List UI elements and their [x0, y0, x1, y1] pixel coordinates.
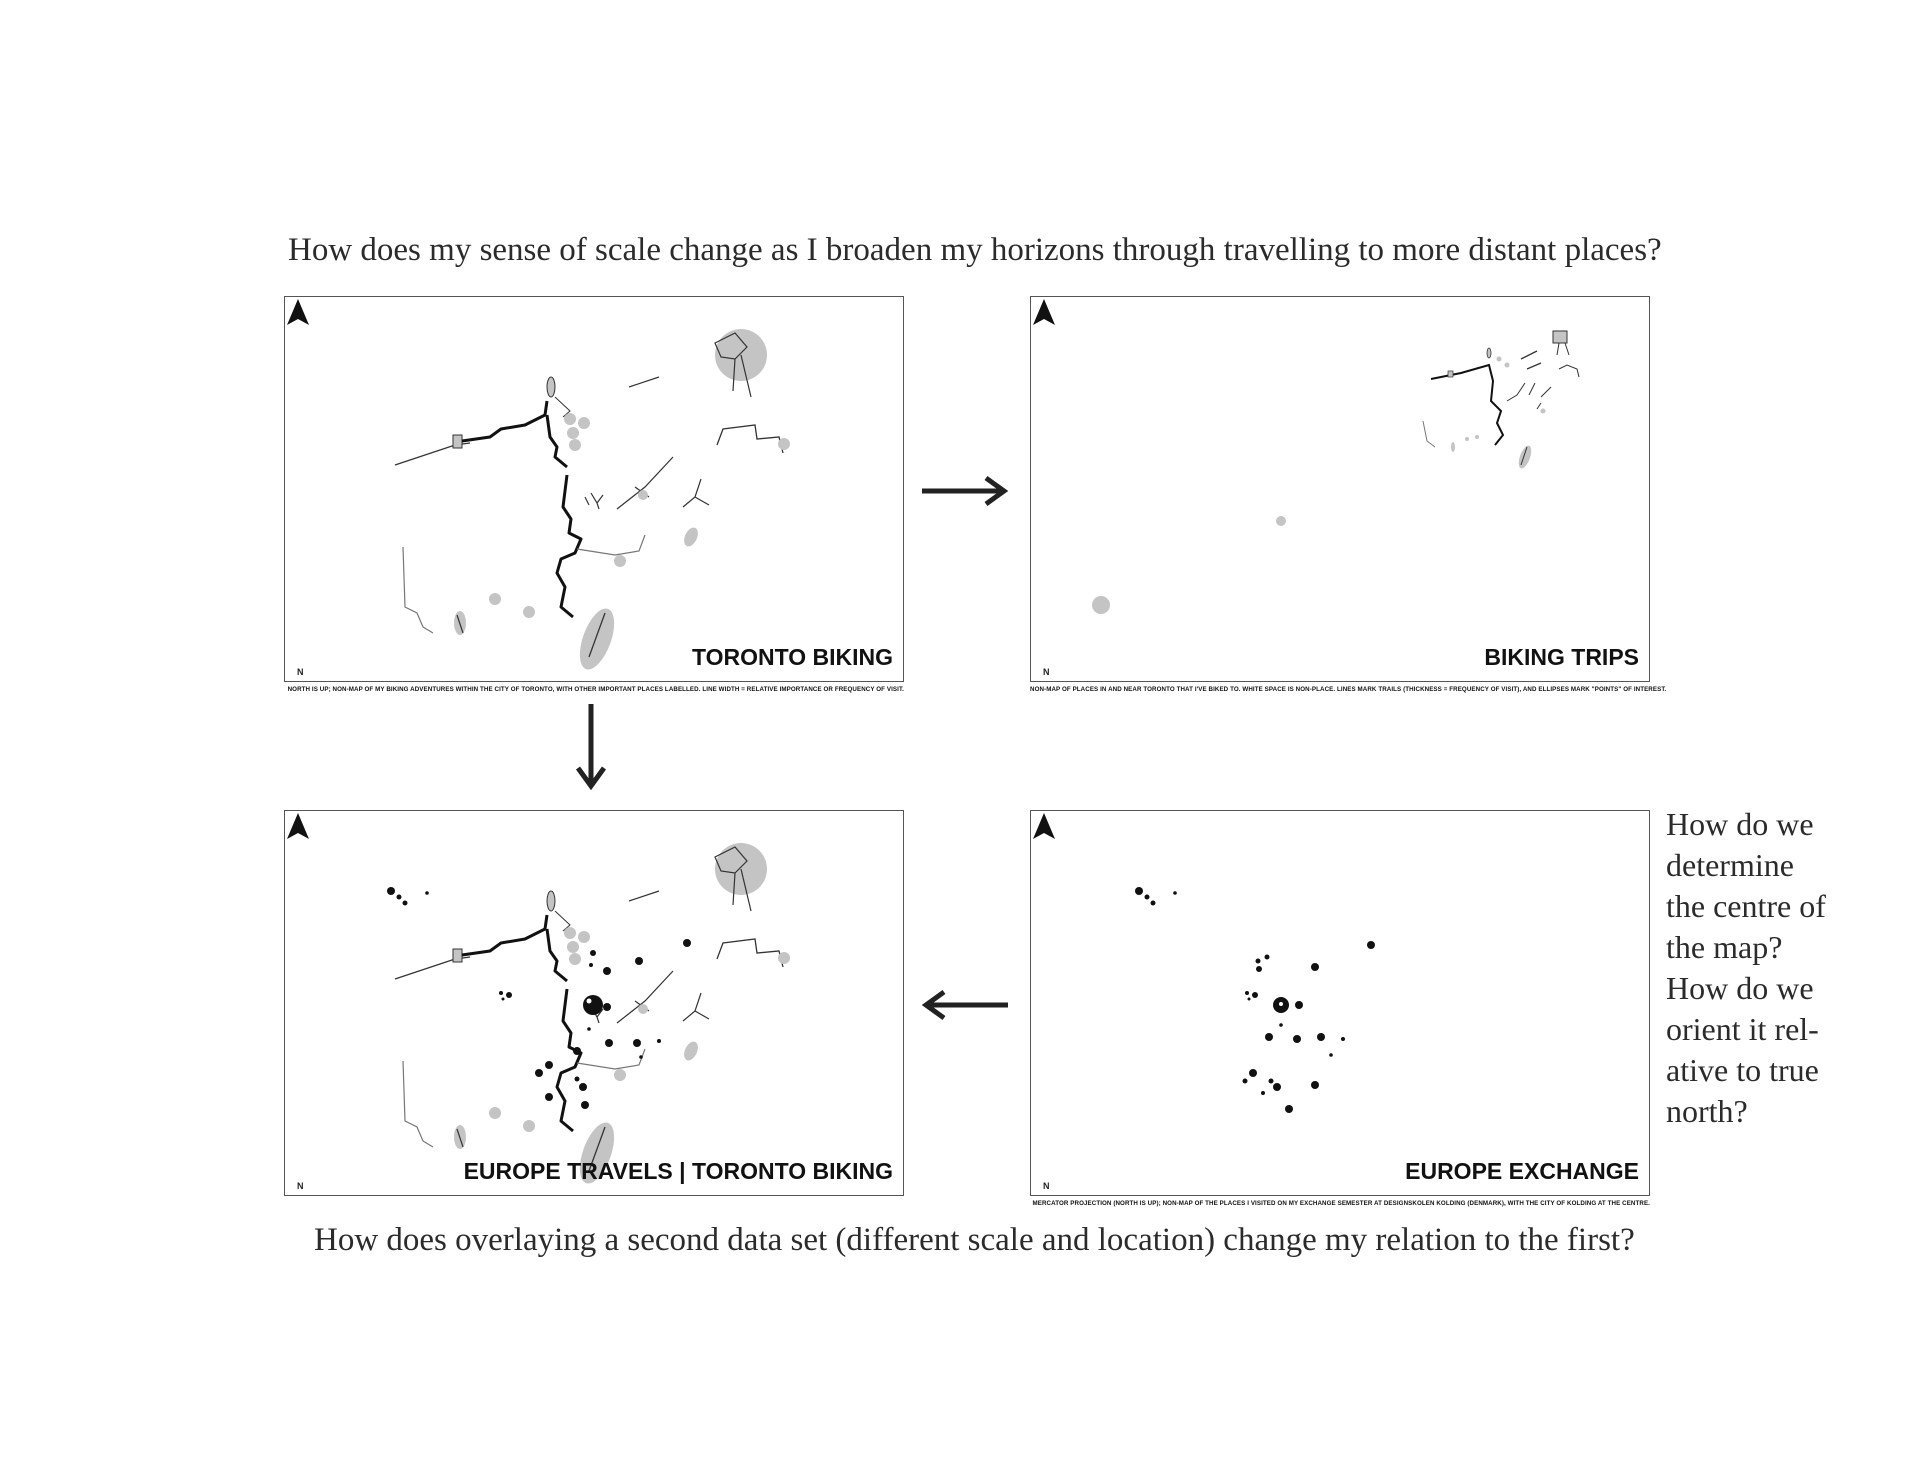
side-question: How do we determine the centre of the map? How do we orient it rel-ative to true north? — [1666, 806, 1826, 1129]
europe-toronto-map — [285, 811, 905, 1197]
biking-trips-caption: NON-MAP OF PLACES IN AND NEAR TORONTO THAT I'VE BIKED TO. WHITE SPACE IS NON-PLACE. LINES MARK TRAILS (THICKNESS = FREQUENCY OF VISIT), AND ELLIPSES MARK "POINTS" OF INTEREST. — [1030, 686, 1667, 693]
europe-exchange-panel — [1030, 810, 1650, 1196]
north-arrow-icon — [285, 811, 311, 857]
toronto-biking-title: TORONTO BIKING — [691, 644, 893, 670]
europe-exchange-title: EUROPE EXCHANGE — [1405, 1158, 1639, 1184]
biking-trips-panel — [1030, 296, 1650, 682]
europe-toronto-map-toronto-layer — [395, 843, 790, 1188]
north-arrow-icon — [285, 297, 311, 343]
biking-trips-title: BIKING TRIPS — [1484, 644, 1639, 670]
top-question: How does my sense of scale change as I broaden my horizons through travelling to more distant places? — [288, 232, 1662, 268]
europe-exchange-map — [1031, 811, 1651, 1197]
bottom-question: How does overlaying a second data set (different scale and location) change my relation to the first? — [314, 1222, 1635, 1258]
north-arrow-icon — [1031, 297, 1057, 343]
biking-trips-map-features — [1092, 331, 1579, 614]
toronto-map — [285, 297, 905, 683]
toronto-map-features — [395, 329, 790, 674]
europe-toronto-map-europe-layer — [387, 887, 691, 1109]
north-arrow-icon — [1031, 811, 1057, 857]
europe-toronto-title: EUROPE TRAVELS | TORONTO BIKING — [463, 1158, 893, 1184]
biking-trips-map — [1031, 297, 1651, 683]
north-label: N — [1043, 1181, 1050, 1191]
europe-exchange-caption: MERCATOR PROJECTION (NORTH IS UP); NON-MAP OF THE PLACES I VISITED ON MY EXCHANGE SEMESTER AT DESIGNSKOLEN KOLDING (DENMARK), WITH THE CITY OF KOLDING AT THE CENTRE. — [1032, 1200, 1650, 1207]
north-label: N — [1043, 667, 1050, 677]
north-label: N — [297, 667, 304, 677]
toronto-biking-panel — [284, 296, 904, 682]
north-label: N — [297, 1181, 304, 1191]
arrow-right-icon — [920, 474, 1010, 508]
arrow-down-icon — [574, 702, 608, 792]
europe-toronto-panel — [284, 810, 904, 1196]
toronto-biking-caption: NORTH IS UP; NON-MAP OF MY BIKING ADVENTURES WITHIN THE CITY OF TORONTO, WITH OTHER IMPORTANT PLACES LABELLED. LINE WIDTH = RELATIVE IMPORTANCE OR FREQUENCY OF VISIT. — [287, 686, 904, 693]
arrow-left-icon — [920, 988, 1010, 1022]
europe-exchange-map-points — [1135, 887, 1375, 1113]
